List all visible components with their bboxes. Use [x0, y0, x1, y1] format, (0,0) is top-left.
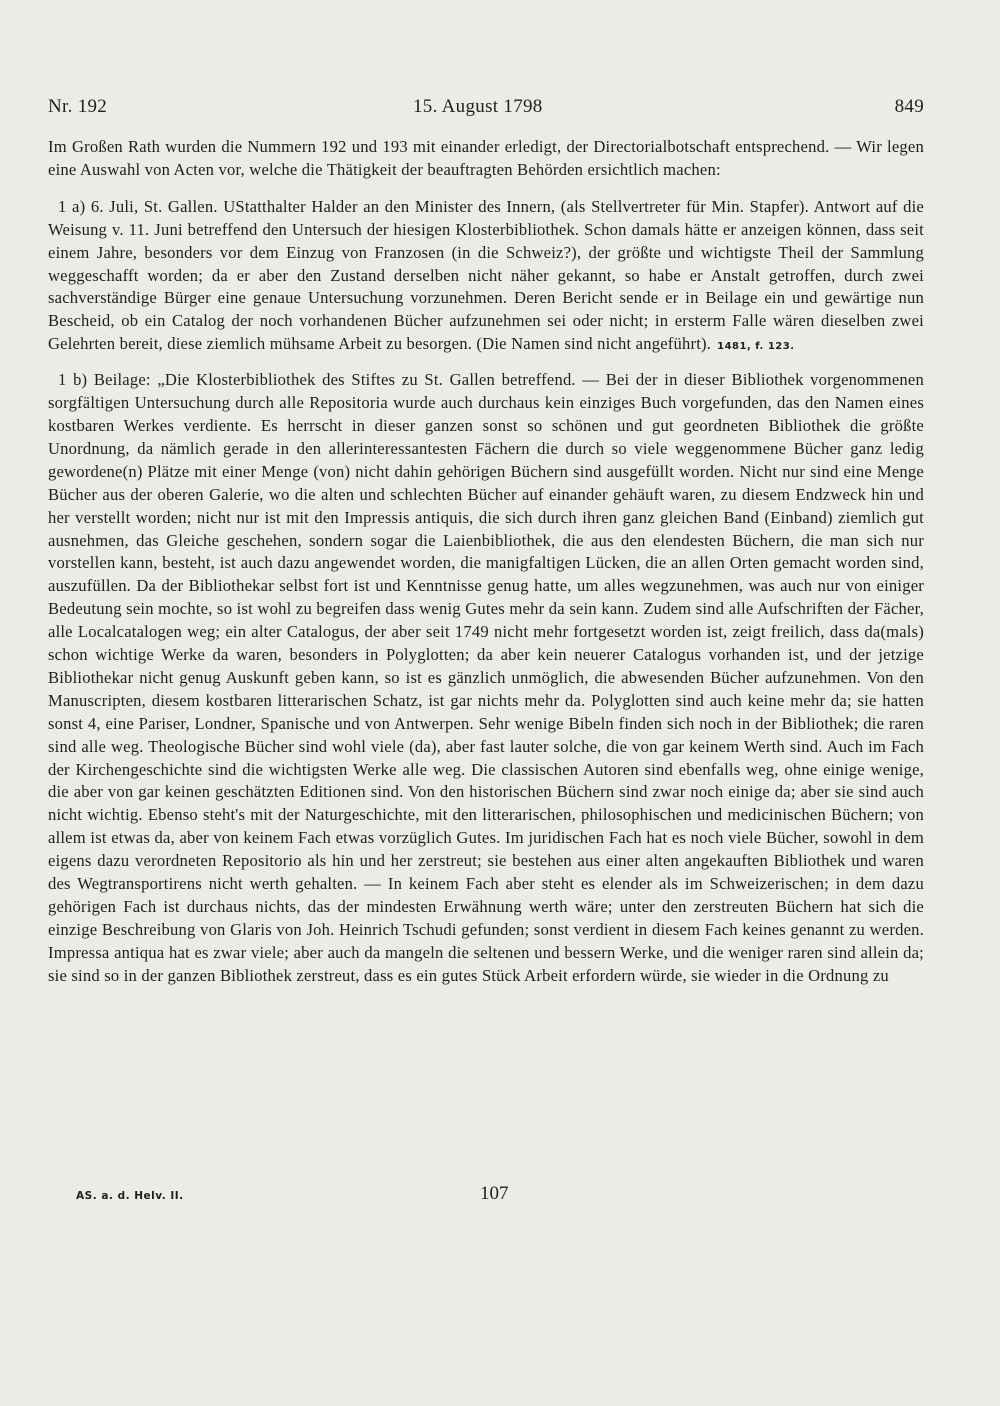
- footer-series: AS. a. d. Helv. II.: [76, 1190, 184, 1202]
- document-date: 15. August 1798: [413, 96, 543, 117]
- document-1a-text: 1 a) 6. Juli, St. Gallen. UStatthalter Halder an den Minister des Innern, (als Stellvertreter für Min. Stapfer). Antwort auf die Weisung v. 11. Juni betreffend den Untersuch der hiesigen Klosterbibliothek. Schon damals hätte er anzeigen können, dass seit einem Jahre, besonders vor dem Einzug von Franzosen (in die Schweiz?), der größte und wichtigste Theil der Sammlung weggeschafft worden; da er aber den Zustand derselben nicht näher gekannt, so habe er Anstalt getroffen, durch zwei sachverständige Bürger eine genaue Untersuchung vorzunehmen. Deren Bericht sende er in Beilage ein und gewärtige nun Bescheid, ob ein Catalog der noch vorhandenen Bücher aufzunehmen sei oder nicht; in ersterm Falle wären dieselben zwei Gelehrten bereit, diese ziemlich mühsame Arbeit zu besorgen. (Die Namen sind nicht angeführt).: [48, 196, 924, 354]
- body-text: [48, 136, 924, 988]
- intro-paragraph: Im Großen Rath wurden die Nummern 192 und 193 mit einander erledigt, der Directorialbotschaft entsprechend. — Wir legen eine Auswahl von Acten vor, welche die Thätigkeit der beauftragten Behörden ersichtlich machen:: [48, 137, 924, 179]
- document-1b-paragraph: 1 b) Beilage: „Die Klosterbibliothek des Stiftes zu St. Gallen betreffend. — Bei der in dieser Bibliothek vorgenommenen sorgfältigen Untersuchung durch alle Repositoria wurde auch durchaus kein einziges Buch vorgefunden, das den Namen eines kostbaren Werkes verdiente. Es herrscht in dieser ganzen sonst so schönen und gut geordneten Bibliothek die größte Unordnung, da nämlich gerade in den allerinteressantesten Fächern die durch so viele weggenommene Bücher ganz ledig gewordene(n) Plätze mit einer Menge (von) nicht dahin gehörigen Büchern sind ausgefüllt worden. Nicht nur sind eine Menge Bücher aus der oberen Galerie, wo die alten und schlechten Bücher auf einander gehäuft waren, zu diesem Endzweck hin und her verstellt worden; nicht nur ist mit den Impressis antiquis, die sich durch ihren ganz gleichen Band (Einband) ziemlich gut ausnehmen, das Gleiche geschehen, sondern sogar die Laienbibliothek, die aus den elendesten Büchern, die man sich nur vorstellen kann, besteht, ist auch dazu angewendet worden, die manigfaltigen Lücken, die an allen Orten gemacht worden sind, auszufüllen. Da der Bibliothekar selbst fort ist und Kenntnisse genug hatte, um alles wegzunehmen, was auch nur von einiger Bedeutung sein mochte, so ist wohl zu begreifen dass wenig Gutes mehr da sein kann. Zudem sind alle Aufschriften der Fächer, alle Localcatalogen weg; ein alter Catalogus, der aber seit 1749 nicht mehr fortgesetzt worden ist, zeigt freilich, dass da(mals) schon wichtige Werke da waren, besonders in Polyglotten; da aber kein neuerer Catalogus vorhanden ist, und der jetzige Bibliothekar nicht genug Auskunft geben kann, so ist es gänzlich unmöglich, die abwesenden Bücher aufzunehmen. Von den Manuscripten, diesem kostbaren litterarischen Schatz, ist gar nichts mehr da. Polyglotten sind auch keine mehr da; sie hatten sonst 4, eine Pariser, Londner, Spanische und von Antwerpen. Sehr wenige Bibeln finden sich noch in der Bibliothek; die raren sind alle weg. Theologische Bücher sind wohl viele (da), aber fast lauter solche, die von gar keinem Werth sind. Auch im Fach der Kirchengeschichte sind die wichtigsten Werke alle weg. Die classischen Autoren sind ebenfalls weg, ohne einige wenige, die aber von gar keinen geschätzten Editionen sind. Von den historischen Büchern sind zwar noch einige da; aber sie sind auch nicht wichtig. Ebenso steht's mit der Naturgeschichte, mit den litterarischen, philosophischen und medicinischen Büchern; von allem ist etwas da, aber von keinem Fach etwas vorzüglich Gutes. Im juridischen Fach hat es noch viele Bücher, sowohl in dem eigens dazu verordneten Repositorio als hin und her zerstreut; sie bestehen aus einer alten angekauften Bibliothek und waren des Wegtransportirens nicht werth gehalten. — In keinem Fach aber steht es elender als im Schweizerischen; in dem dazu gehörigen Fach ist durchaus nichts, das der mindesten Erwähnung werth wäre; unter den zerstreuten Büchern hat sich die einzige Beschreibung von Glaris von Joh. Heinrich Tschudi gefunden; sonst verdient in diesem Fach keines genannt zu werden. Impressa antiqua hat es zwar viele; aber auch da mangeln die seltenen und bessern Werke, und die weniger raren sind allein da; sie sind so in der ganzen Bibliothek zerstreut, dass es ein gutes Stück Arbeit erfordern würde, sie wieder in die Ordnung zu: [48, 370, 924, 985]
- archive-signature: 1481, f. 123.: [717, 341, 795, 353]
- running-head: [48, 96, 924, 122]
- document-1a-paragraph: [48, 196, 924, 359]
- page-number: 849: [894, 96, 924, 117]
- footer-sheet-number: 107: [480, 1183, 509, 1204]
- document-number: Nr. 192: [48, 96, 108, 117]
